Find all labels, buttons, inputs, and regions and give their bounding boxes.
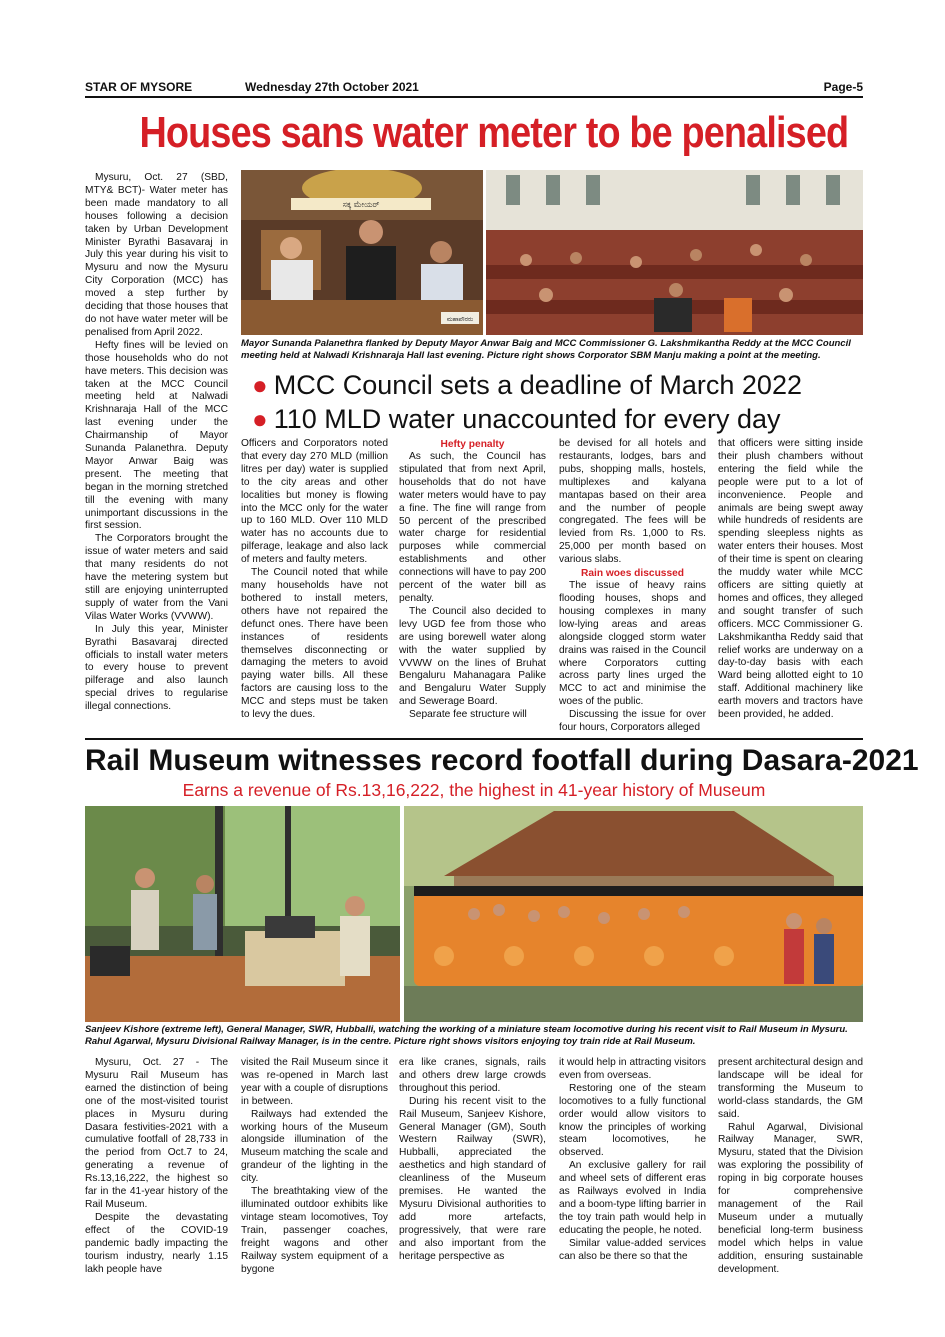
- paragraph: Despite the devastating effect of the COVID-19 pandemic badly impacting the tourism industry, nearly 1.15 lakh people have: [85, 1211, 228, 1275]
- story2-photo-caption: Sanjeev Kishore (extreme left), General Manager, SWR, Hubballi, watching the working of a miniature steam locomotive during his recent visit to Rail Museum in Mysuru. Rahul Agarwal, Mysuru Divisional Railway Manager, is in the centre. Picture right shows visitors enjoying toy train ride at Rail Museum.: [85, 1024, 848, 1047]
- subhead-rain-woes: Rain woes discussed: [580, 568, 685, 580]
- deck-2-text: 110 MLD water unaccounted for every day: [273, 404, 781, 434]
- story1-col3: [399, 438, 546, 722]
- deck-line-2: [252, 404, 781, 435]
- story2-col1: [85, 1057, 228, 1276]
- paragraph: that officers were sitting inside their plush chambers without entering the field while the people were put to a lot of inconvenience. People and animals are being swept away while hundreds of residents are spending sleepless nights as water enters their houses. Most of their time is spent on clearing the muddy water while MCC officers are sitting quietly at homes and offices, they alleged and sought transfer of such officers. MCC Commissioner G. Lakshmikantha Reddy said that relief works are underway on a day-to-day basis with each Ward being allotted eight to 10 staff. Additional machinery like earth movers and tractors have been provided, he added.: [718, 438, 863, 721]
- paragraph: era like cranes, signals, rails and others drew large crowds throughout this period.: [399, 1057, 546, 1094]
- story-divider: [85, 738, 863, 740]
- photo-placard-text: ಮಹಾಪೌರರು: [446, 316, 474, 323]
- subhead-hefty-penalty: Hefty penalty: [440, 439, 505, 450]
- page-number: Page-5: [823, 80, 863, 94]
- story1-headline: Houses sans water meter to be penalised: [139, 108, 849, 157]
- paragraph: Officers and Corporators noted that every day 270 MLD (million litres per day) water is supplied to the city areas and other localities but money is flowing into the MCC only for the water up to 160 MLD. Over 110 MLD water has no accounts due to pilferage, leakage and also lack of meters and faulty meters.: [241, 438, 388, 566]
- paragraph: Mysuru, Oct. 27 (SBD, MTY& BCT)- Water meter has been made mandatory to all houses following a decision taken by Urban Development Minister Byrathi Basavaraj in July this year during his visit to Mysuru and now the Mysuru City Corporation (MCC) has moved a step further by deciding that those houses that do not have water meter will be penalised from April 2022.: [85, 172, 228, 338]
- paragraph: The Council also decided to levy UGD fee from those who are using borewell water along with the water supplied by VVWW on the lines of Bruhat Bengaluru Mahanagara Palike and Bengaluru Water Supply and Sewerage Board.: [399, 605, 546, 708]
- paragraph: The issue of heavy rains flooding houses, shops and housing complexes in many low-lying areas and areas alongside clogged storm water drains was raised in the Council where Corporators cutting across party lines urged the MCC to act and minimise the woes of the public.: [559, 580, 706, 708]
- story1-col5: [718, 438, 863, 722]
- paragraph: Restoring one of the steam locomotives to a fully functional order would allow visitors to know the principles of working steam locomotives, he observed.: [559, 1082, 706, 1159]
- deck-1-text: MCC Council sets a deadline of March 2022: [273, 370, 802, 400]
- paragraph: present architectural design and landscape will be ideal for transforming the Museum to world-class standards, the GM said.: [718, 1057, 863, 1120]
- paper-name: STAR OF MYSORE: [85, 80, 193, 94]
- masthead: [85, 80, 863, 98]
- story2-col5: [718, 1057, 863, 1276]
- story1-col2: [241, 438, 388, 722]
- paragraph: Mysuru, Oct. 27 - The Mysuru Rail Museum has earned the distinction of being one of the most-visited tourist places in Mysuru during Dasara festivities-2021 with a cumulative footfall of 28,733 in the period from Oct.7 to 24, generating a revenue of Rs.13,16,222, the highest so far in the 41-year history of the Rail Museum.: [85, 1057, 228, 1210]
- paragraph: be devised for all hotels and restaurants, lodges, bars and pubs, shopping malls, hostels, multiplexes and kalyana mantapas based on their area and the number of people congregated. The fees will be levied from Rs. 1,000 to Rs. 25,000 per month based on various slabs.: [559, 438, 706, 566]
- issue-date: Wednesday 27th October 2021: [245, 80, 419, 94]
- paragraph: it would help in attracting visitors even from overseas.: [559, 1057, 706, 1081]
- paragraph: Similar value-added services can also be there so that the: [559, 1237, 706, 1262]
- steam-locomotive-photo: [85, 806, 400, 1022]
- toy-train-photo: [404, 806, 863, 1022]
- story1-col1: [85, 172, 228, 714]
- story1-col4: [559, 438, 706, 735]
- paragraph: Railways had extended the working hours of the Museum alongside illumination of the Museum matching the scale and grandeur of the lighting in the city.: [241, 1108, 388, 1185]
- mayor-photo-art: [241, 170, 483, 335]
- story2-col3: [399, 1057, 546, 1264]
- paragraph: Hefty fines will be levied on those households who do not have meters. This decision was taken at the MCC Council meeting held at Nalwadi Krishnaraja Hall of the MCC last evening under the Chairmanship of Mayor Sunanda Palanethra. Deputy Mayor Anwar Baig was present. The meeting that began in the morning stretched till the evening with many unimportant discussions in the first session.: [85, 339, 228, 532]
- council-hall-art: [486, 170, 863, 335]
- steam-locomotive-art: [85, 806, 400, 1022]
- deck-line-1: [252, 370, 802, 401]
- paragraph: Discussing the issue for over four hours, Corporators alleged: [559, 709, 706, 734]
- paragraph: Rahul Agarwal, Divisional Railway Manager, SWR, Mysuru, stated that the Division was exploring the possibility of roping in big corporate houses for comprehensive management of the Rail Museum under a mutually beneficial long-term business model which helps in value addition, ensuring sustainable development.: [718, 1121, 863, 1275]
- paragraph: An exclusive gallery for rail and wheel sets of different eras as Railways evolved in India and a boom-type lifting barrier in the toy train path would help in educating the people, he noted.: [559, 1160, 706, 1236]
- story2-headline: Rail Museum witnesses record footfall during Dasara-2021: [85, 744, 919, 777]
- story1-photo-caption: Mayor Sunanda Palanethra flanked by Deputy Mayor Anwar Baig and MCC Commissioner G. Lakshmikantha Reddy at the MCC Council meeting held at Nalwadi Krishnaraja Hall last evening. Picture right shows Corporator SBM Manju making a point at the meeting.: [241, 338, 851, 361]
- mayor-photo: [241, 170, 483, 335]
- paragraph: Separate fee structure will: [409, 709, 527, 721]
- council-hall-photo: [486, 170, 863, 335]
- bullet-icon: ●: [252, 370, 268, 400]
- story2-col2: [241, 1057, 388, 1276]
- paragraph: During his recent visit to the Rail Museum, Sanjeev Kishore, General Manager (GM), South Western Railway (SWR), Hubballi, appreciated the aesthetics and high standard of cleanliness of the Museum premises. He wanted the Mysuru Divisional authorities to add more artefacts, progressively, that were rare and also important from the heritage perspective as: [399, 1095, 546, 1262]
- paragraph: The Council noted that while many households have not bothered to install meters, others have not repaired the defunct ones. There have been instances of residents themselves disconnecting or damaging the meters to avoid paying water bills. All these factors are causing loss to the MCC and steps must be taken to levy the dues.: [241, 567, 388, 721]
- story2-subhead: Earns a revenue of Rs.13,16,222, the highest in 41-year history of Museum: [182, 780, 766, 800]
- paragraph: As such, the Council has stipulated that from next April, households that do not have water meters would have to pay a fine. The fine will range from 50 percent of the prescribed water charge for residential purposes while commercial establishments and other connections will have to pay 200 percent of the water bill as penalty.: [399, 451, 546, 604]
- story2-col4: [559, 1057, 706, 1264]
- paragraph: visited the Rail Museum since it was re-opened in March last year with a couple of disruptions in between.: [241, 1057, 388, 1107]
- photo-sign-text: ಸಕ್ಕ ಮೇಯರ್: [342, 200, 380, 209]
- bullet-icon: ●: [252, 404, 268, 434]
- paragraph: In July this year, Minister Byrathi Basavaraj directed officials to install water meters to every house to prevent pilferage and also launch special drives to regularise illegal connections.: [85, 623, 228, 713]
- toy-train-art: [404, 806, 863, 1022]
- paragraph: The breathtaking view of the illuminated outdoor exhibits like vintage steam locomotives, Toy Train, passenger coaches, freight wagons and other Railway system equipment of a bygone: [241, 1186, 388, 1275]
- paragraph: The Corporators brought the issue of water meters and said that many residents do not have the metering system but still are enjoying uninterrupted supply of water from the Vani Vilas Water Works (VVWW).: [85, 533, 228, 622]
